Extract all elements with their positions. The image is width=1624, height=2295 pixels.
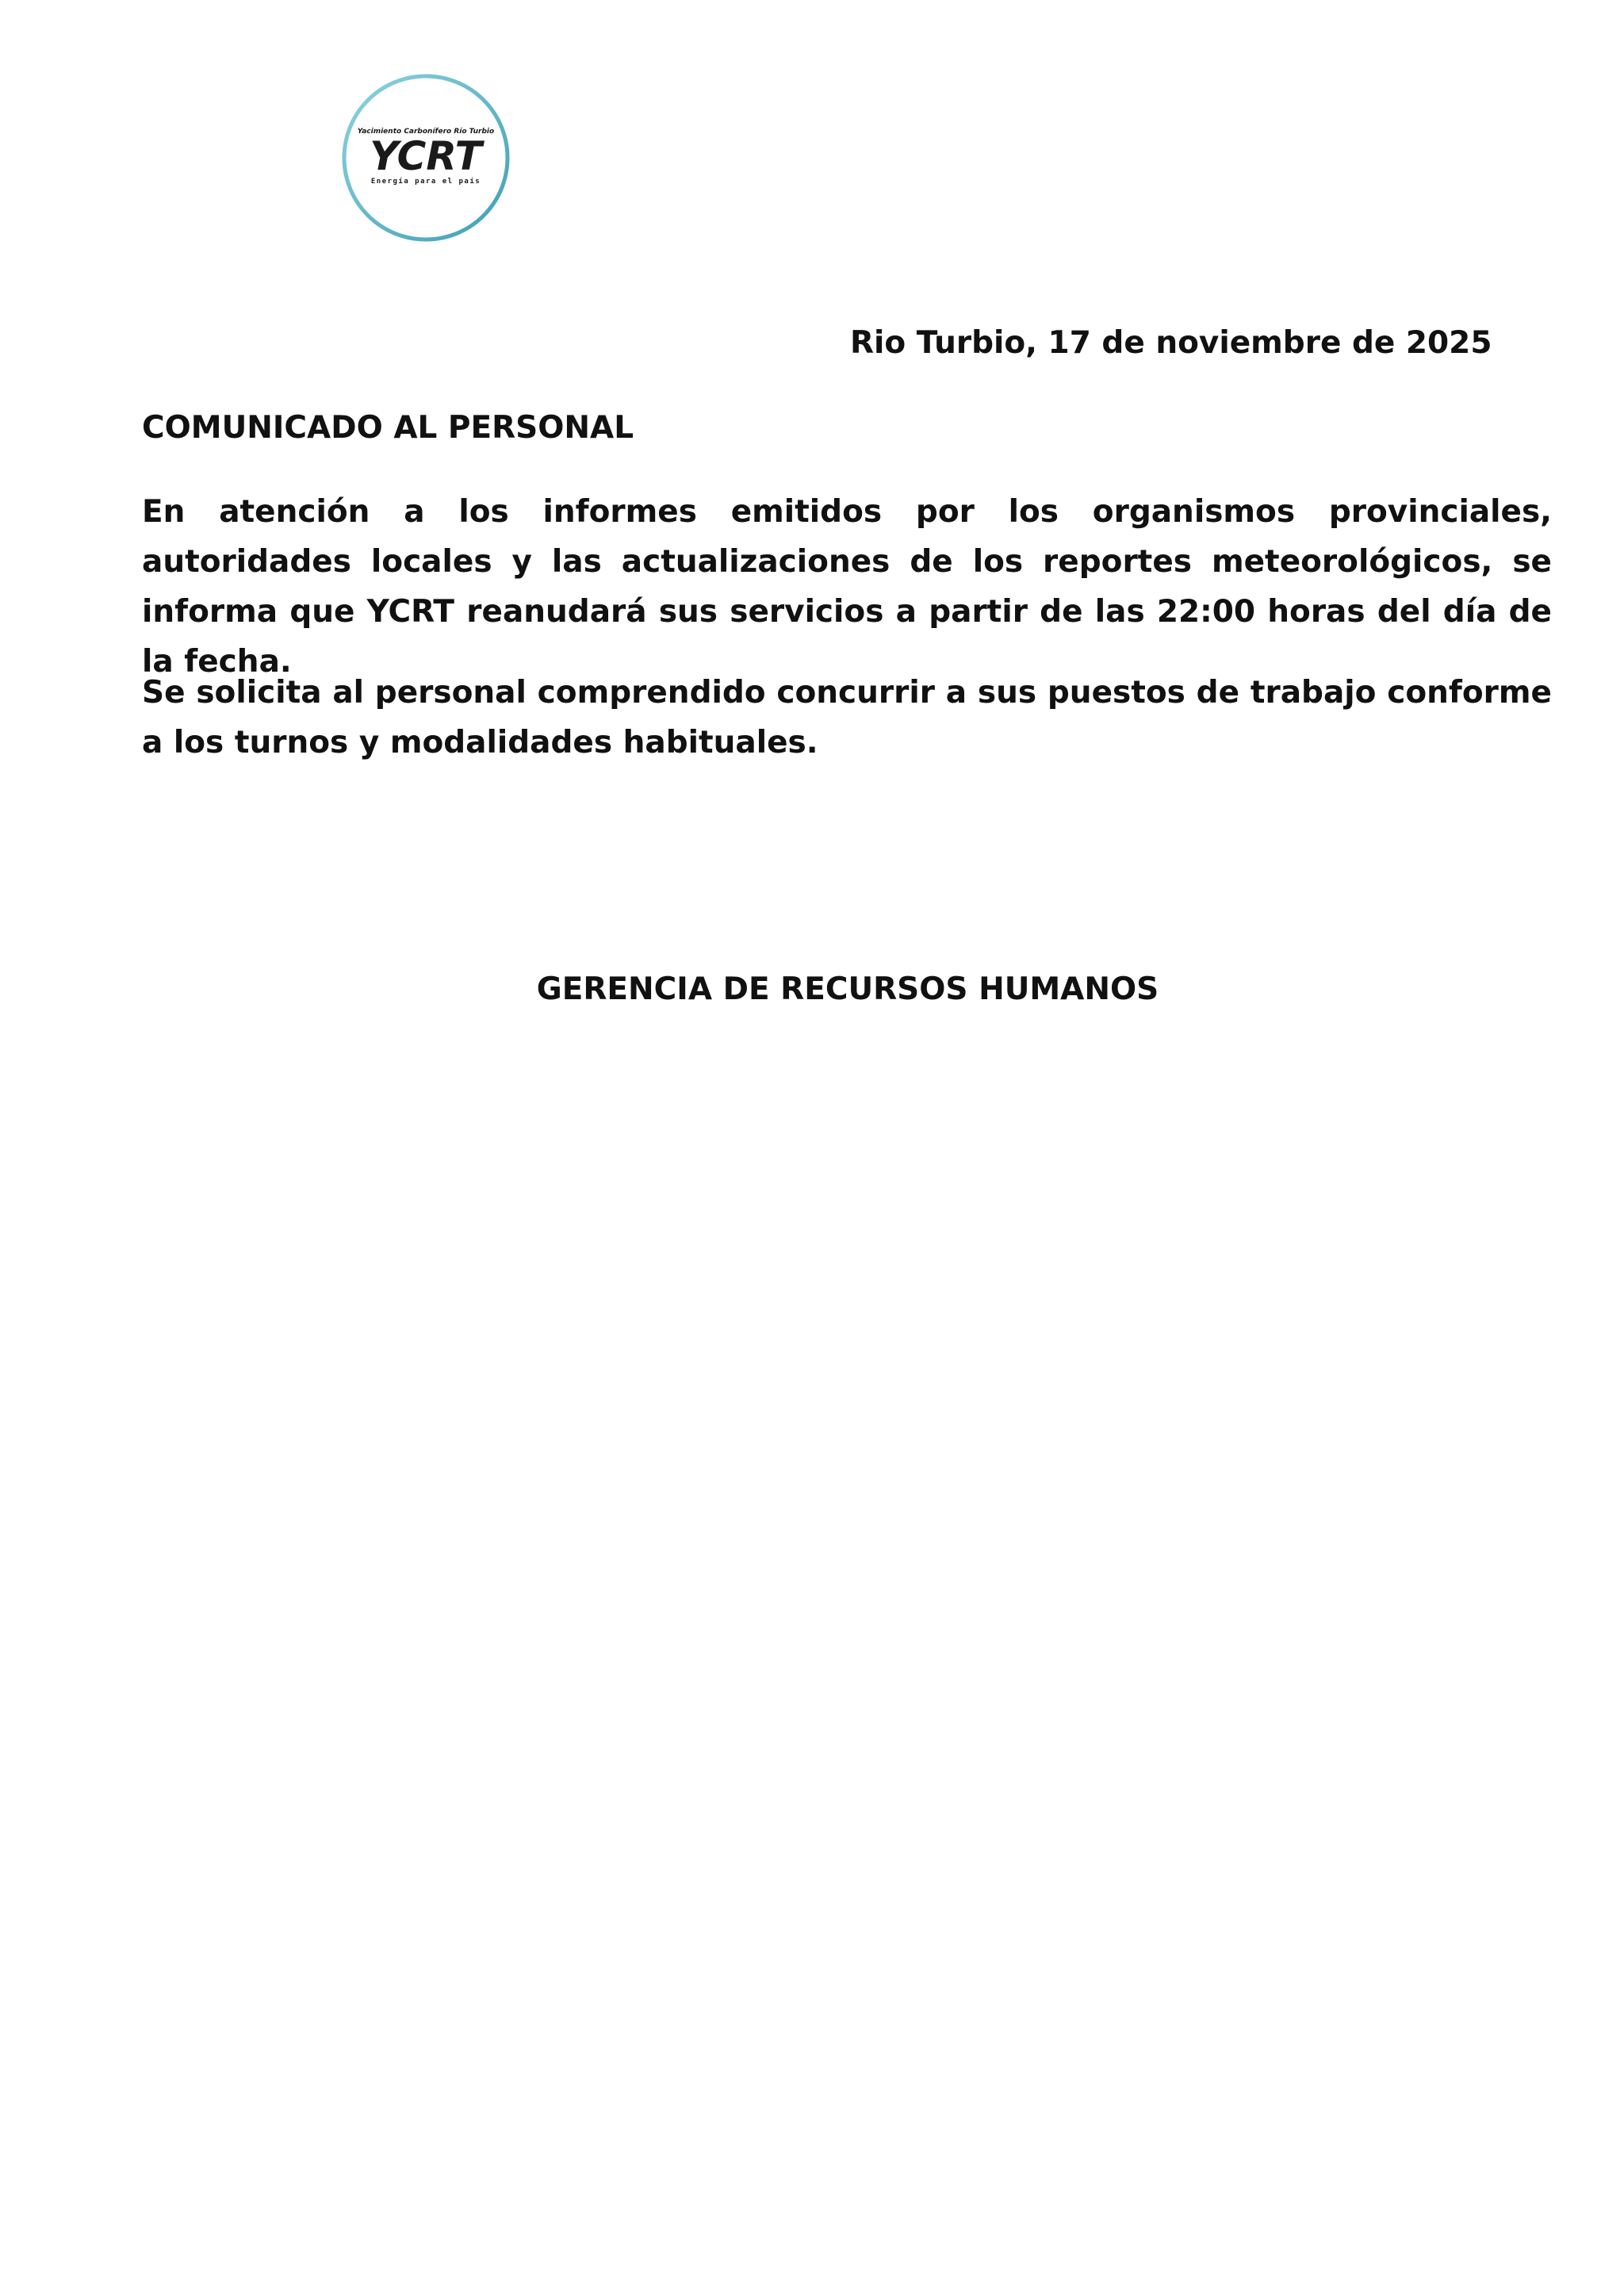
logo-tagline: Energía para el país	[370, 178, 481, 186]
body-paragraph-2: Se solicita al personal comprendido concurrir a sus puestos de trabajo conforme a los turnos y modalidades habituales.	[142, 675, 1552, 761]
signature-block	[0, 971, 1624, 1009]
logo-top-text: Yacimiento Carbonífero Río Turbio	[357, 128, 495, 136]
signature-text: GERENCIA DE RECURSOS HUMANOS	[536, 971, 1159, 1007]
ycrt-logo-graphic	[341, 73, 511, 243]
date-line: Rio Turbio, 17 de noviembre de 2025	[850, 325, 1492, 361]
document-heading: COMUNICADO AL PERSONAL	[142, 410, 634, 446]
logo-brand: YCRT	[370, 133, 482, 179]
body-paragraph-1: En atención a los informes emitidos por los organismos provinciales, autoridades locales y las actualizaciones de los reportes meteorológicos, se informa que YCRT reanudará sus servicios a partir de las 22:00 horas del día de la fecha.	[142, 494, 1552, 680]
ycrt-logo	[341, 73, 511, 243]
